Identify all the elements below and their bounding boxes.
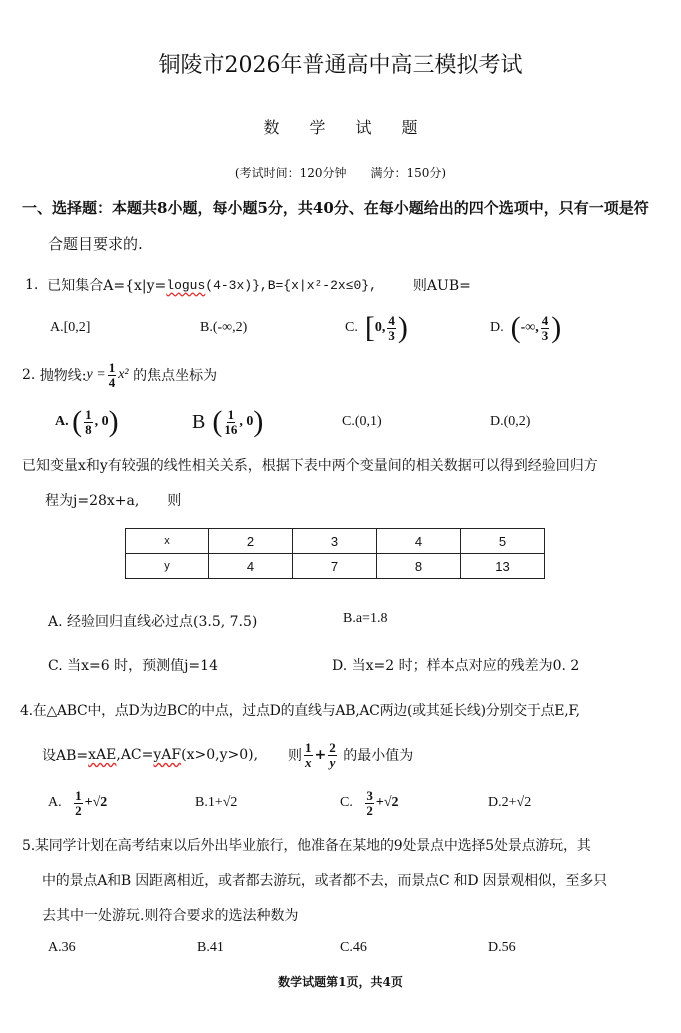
q1-option-b: B.(-∞,2) <box>200 320 248 335</box>
cell: 4 <box>209 554 293 579</box>
cell: y <box>126 554 209 579</box>
table-row <box>126 529 545 554</box>
question-1 <box>25 265 471 305</box>
den: 3 <box>541 327 549 343</box>
fraction <box>84 408 93 437</box>
text: yAF <box>153 747 182 763</box>
opt-label: B <box>192 410 206 433</box>
bracket: ) <box>397 311 408 344</box>
opt-label: D. <box>490 320 504 335</box>
q5-option-d: D.56 <box>488 940 516 955</box>
fraction <box>224 408 237 437</box>
text: 设AB= <box>42 748 89 764</box>
val: , 0 <box>239 414 254 429</box>
section-heading: 一、选择题：本题共8小题，每小题5分，共40分、在每小题给出的四个选项中，只有一项是符 <box>22 198 649 217</box>
q5-option-c: C.46 <box>340 940 367 955</box>
bracket: ( <box>72 405 83 438</box>
question-5-cont2: 去其中一处游玩.则符合要求的选法种数为 <box>42 908 299 924</box>
val: +√2 <box>84 795 108 810</box>
fraction <box>365 789 374 818</box>
fraction <box>328 741 337 770</box>
den: 4 <box>108 374 116 390</box>
q2-option-c: C.(0,1) <box>342 414 382 429</box>
num: 1 <box>85 406 92 422</box>
plus: + <box>314 747 327 763</box>
q2-stem2: 的焦点坐标为 <box>133 368 218 384</box>
bracket: ) <box>551 311 562 344</box>
eq: y = <box>86 367 106 382</box>
q1-option-c <box>345 308 408 348</box>
question-5-cont: 中的景点A和B 因距离相近，或者都去游玩，或者都不去，而景点C 和D 因景观相似，至多只 <box>42 873 607 889</box>
cell: 3 <box>293 529 377 554</box>
num: 1 <box>305 739 312 755</box>
q4-option-a <box>48 783 107 823</box>
cell: 13 <box>461 554 545 579</box>
q4-option-b: B.1+√2 <box>195 795 238 810</box>
q5-option-b: B.41 <box>197 940 224 955</box>
exam-title: 铜陵市2026年普通高中高三模拟考试 <box>158 53 523 78</box>
q4-option-c <box>340 783 399 823</box>
bracket: ) <box>108 405 119 438</box>
num: 4 <box>541 312 549 328</box>
val: -∞, <box>520 320 539 335</box>
opt-label: A. <box>55 414 69 429</box>
question-2 <box>22 355 217 395</box>
q3-option-c: C. 当x=6 时，预测值j=14 <box>48 658 218 674</box>
den: 3 <box>388 327 395 343</box>
q-num: 1. <box>25 277 39 293</box>
eq: x² <box>118 367 129 382</box>
q-num: 2. <box>22 367 36 383</box>
q3-option-d: D. 当x=2 时；样本点对应的残差为0. 2 <box>332 658 580 674</box>
page-footer: 数学试题第1页，共4页 <box>278 975 403 989</box>
q1-ask: 则AUB= <box>412 278 471 294</box>
cell: x <box>126 529 209 554</box>
question-3: 已知变量x和y有较强的线性相关关系，根据下表中两个变量间的相关数据可以得到经验回归方 <box>22 458 598 474</box>
num: 3 <box>366 787 373 803</box>
bracket: ( <box>212 405 223 438</box>
bracket: ) <box>253 405 264 438</box>
question-4-cont <box>42 735 413 775</box>
text: 则 <box>288 748 303 764</box>
fraction <box>304 741 313 770</box>
opt-label: C. <box>340 795 353 810</box>
q4-option-d: D.2+√2 <box>488 795 532 810</box>
val: +√2 <box>375 795 399 810</box>
num: 2 <box>329 739 336 755</box>
q1-stem2: (4-3x)},B={x|x²-2x≤0}, <box>205 277 377 293</box>
q1-stem: 已知集合A={x|y= <box>47 278 167 294</box>
q2-option-a <box>55 402 119 442</box>
cell: 7 <box>293 554 377 579</box>
text: 的最小值为 <box>343 748 414 764</box>
val: 0, <box>374 320 386 335</box>
fraction <box>387 314 396 343</box>
num: 1 <box>227 406 235 422</box>
den: 2 <box>75 802 82 818</box>
den: 2 <box>366 802 373 818</box>
data-table <box>125 528 545 579</box>
cell: 4 <box>377 529 461 554</box>
q3-option-b: B.a=1.8 <box>343 611 388 626</box>
q1-option-d <box>490 308 561 348</box>
question-5: 5.某同学计划在高考结束以后外出毕业旅行，他准备在某地的9处景点中选择5处景点游玩，其 <box>22 838 591 854</box>
table-row <box>126 554 545 579</box>
subject-title: 数学试题 <box>263 118 448 137</box>
num: 4 <box>388 312 395 328</box>
den: y <box>329 754 336 770</box>
den: x <box>305 754 312 770</box>
text: (x>0,y>0), <box>181 747 259 763</box>
cell: 5 <box>461 529 545 554</box>
num: 1 <box>75 787 82 803</box>
opt-label: A. <box>48 795 62 810</box>
text: ,AC= <box>116 747 154 763</box>
q1-log: logus <box>166 277 206 293</box>
question-3-cont: 程为j=28x+a, 则 <box>45 493 182 509</box>
cell: 2 <box>209 529 293 554</box>
cell: 8 <box>377 554 461 579</box>
den: 8 <box>85 421 92 437</box>
text: xAE <box>88 747 117 763</box>
exam-info: (考试时间：120分钟 满分：150分) <box>234 166 447 180</box>
val: , 0 <box>94 414 109 429</box>
bracket: ( <box>510 311 521 344</box>
den: 16 <box>224 421 238 437</box>
bracket: [ <box>364 311 375 344</box>
q1-option-a: A.[0,2] <box>50 320 91 335</box>
q2-stem: 抛物线: <box>39 368 87 384</box>
q2-option-b <box>192 402 263 442</box>
fraction <box>541 314 550 343</box>
section-heading-cont: 合题目要求的. <box>48 234 143 253</box>
fraction <box>74 789 83 818</box>
q2-option-d: D.(0,2) <box>490 414 531 429</box>
question-4: 4.在△ABC中，点D为边BC的中点，过点D的直线与AB,AC两边(或其延长线)分别交于点E,F, <box>20 703 580 719</box>
num: 1 <box>108 359 116 375</box>
opt-label: C. <box>345 320 358 335</box>
q5-option-a: A.36 <box>48 940 76 955</box>
q3-option-a: A. 经验回归直线必过点(3.5, 7.5) <box>48 614 258 630</box>
fraction <box>108 361 117 390</box>
